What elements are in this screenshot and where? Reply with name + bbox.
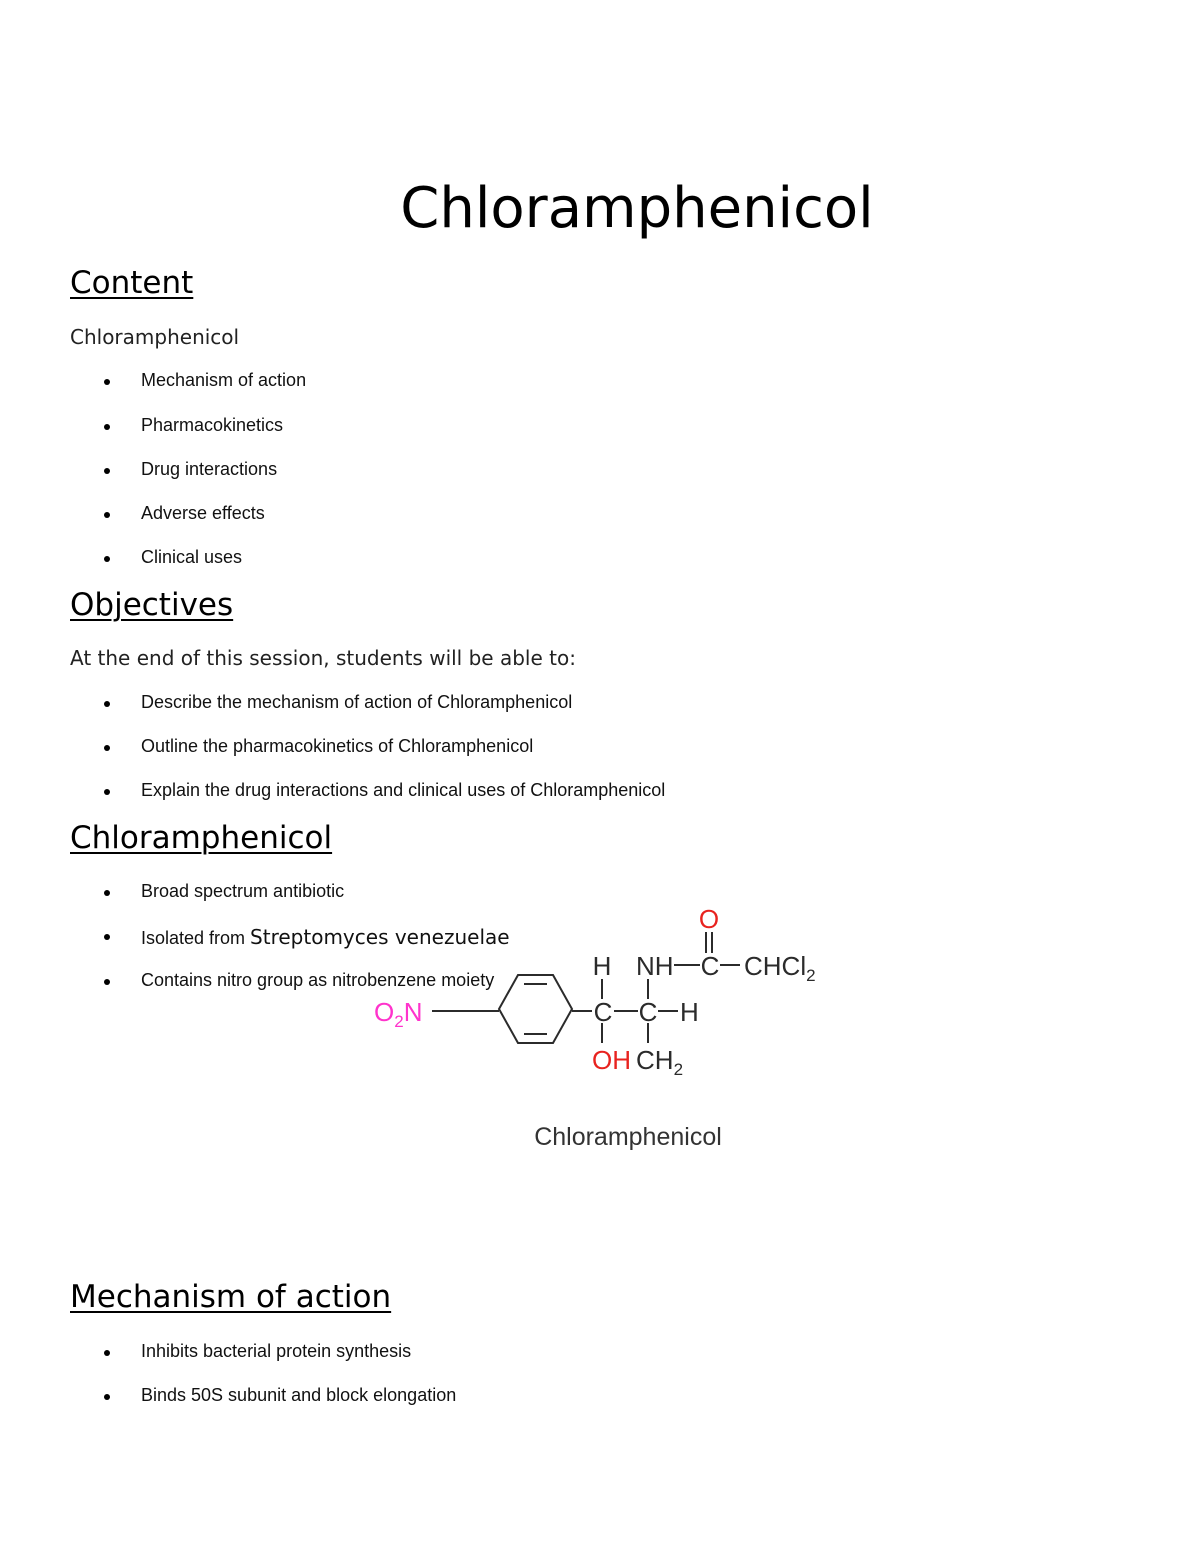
structure-caption: Chloramphenicol: [534, 1123, 722, 1151]
bullet-icon: [104, 424, 110, 430]
bullet-icon: [104, 379, 110, 385]
chloramphenicol-structure: [360, 895, 840, 1160]
content-heading: Content: [70, 265, 194, 301]
bullet-icon: [104, 1394, 110, 1400]
top-hydrogen-label: H: [592, 951, 612, 981]
list-item-text: Adverse effects: [141, 503, 265, 523]
list-item-text: Explain the drug interactions and clinical uses of Chloramphenicol: [141, 780, 666, 800]
carbon-2-label: C: [638, 997, 658, 1027]
methylene-label: $CH_2$: [636, 1045, 684, 1079]
hydroxyl-label: OH: [592, 1045, 631, 1075]
list-item-text: Clinical uses: [141, 547, 243, 567]
bullet-icon: [104, 934, 110, 940]
content-intro: Chloramphenicol: [70, 325, 240, 349]
list-item-text: Mechanism of action: [141, 370, 307, 390]
list-item-text: Isolated from Streptomyces venezuelae: [141, 925, 510, 949]
carbon-1-label: C: [593, 997, 613, 1027]
bullet-icon: [104, 512, 110, 518]
nitro-group-label: $O_2N$: [374, 997, 423, 1031]
chloramphenicol-heading: Chloramphenicol: [70, 820, 333, 856]
list-item-text: Contains nitro group as nitrobenzene moiety: [141, 970, 495, 990]
bullet-icon: [104, 745, 110, 751]
organism-name: Streptomyces venezuelae: [250, 925, 510, 949]
carbonyl-carbon-label: C: [700, 951, 720, 981]
objectives-intro: At the end of this session, students will be able to:: [70, 646, 576, 670]
right-hydrogen-label: H: [680, 997, 699, 1027]
bullet-icon: [104, 701, 110, 707]
mechanism-heading: Mechanism of action: [70, 1279, 392, 1315]
list-item-text: Binds 50S subunit and block elongation: [141, 1385, 457, 1405]
list-item-text: Outline the pharmacokinetics of Chloramphenicol: [141, 736, 534, 756]
objectives-heading: Objectives: [70, 587, 234, 623]
carbonyl-oxygen-label: O: [698, 904, 720, 934]
list-item-text: Broad spectrum antibiotic: [141, 881, 345, 901]
bullet-icon: [104, 468, 110, 474]
list-item-text: Describe the mechanism of action of Chloramphenicol: [141, 692, 573, 712]
list-item-text: Pharmacokinetics: [141, 415, 284, 435]
bullet-icon: [104, 1350, 110, 1356]
bullet-icon: [104, 556, 110, 562]
dichloromethyl-label: CHCl$_2$: [744, 951, 816, 985]
amine-label: NH: [636, 951, 674, 981]
list-item-text: Inhibits bacterial protein synthesis: [141, 1341, 412, 1361]
page-title: Chloramphenicol: [400, 176, 874, 241]
list-item-text: Drug interactions: [141, 459, 278, 479]
bullet-icon: [104, 979, 110, 985]
bullet-icon: [104, 789, 110, 795]
bullet-icon: [104, 890, 110, 896]
